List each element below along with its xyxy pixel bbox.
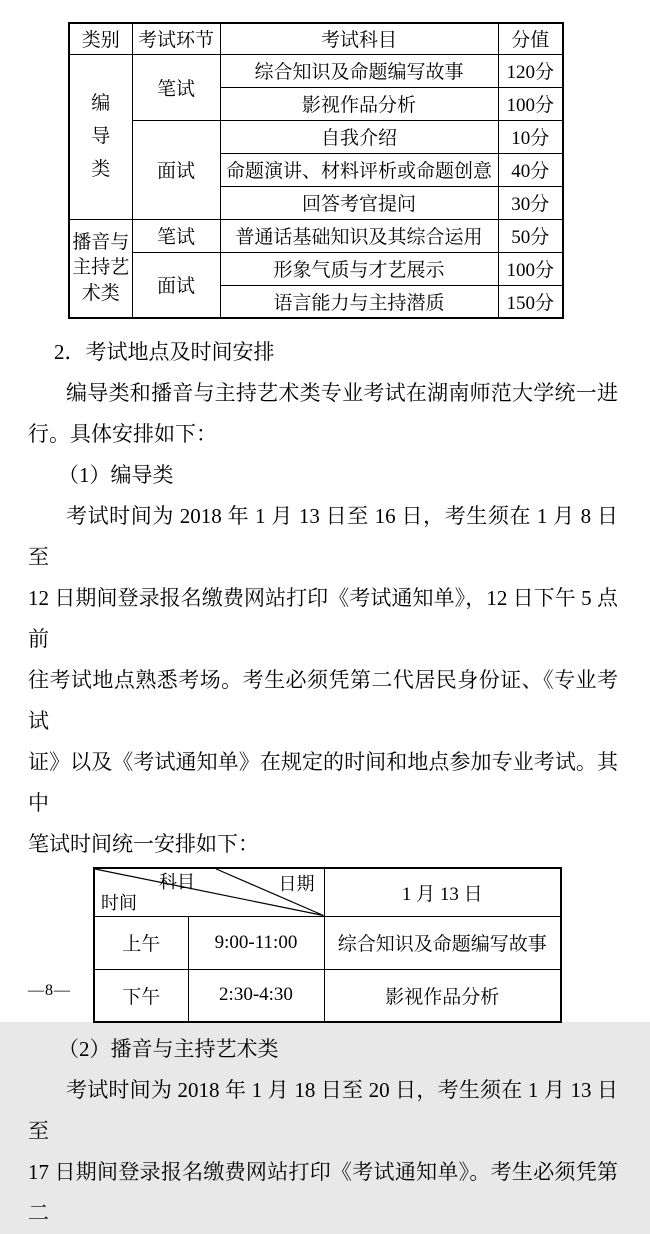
table-row [69, 252, 563, 285]
paragraph-line: 17 日期间登录报名缴费网站打印《考试通知单》。考生必须凭第二 [28, 1160, 618, 1225]
paragraph-line: 编导类和播音与主持艺术类专业考试在湖南师范大学统一进 [66, 381, 618, 405]
schedule-row [94, 916, 561, 969]
table-row [69, 219, 563, 252]
subject-cell: 语言能力与主持潜质 [220, 285, 498, 318]
paragraph-line: 考试时间为 2018 年 1 月 18 日至 20 日，考生须在 1 月 13 日至 [28, 1078, 618, 1143]
score-cell: 40分 [498, 153, 563, 186]
period-cell: 上午 [94, 916, 188, 969]
subsection-heading: （2）播音与主持艺术类 [58, 1037, 279, 1061]
stage-cell: 笔试 [132, 219, 220, 252]
header-stage: 考试环节 [132, 23, 220, 54]
schedule-row [94, 969, 561, 1022]
stage-cell: 面试 [132, 252, 220, 318]
header-score: 分值 [498, 23, 563, 54]
paragraph-line: 证》以及《考试通知单》在规定的时间和地点参加专业考试。其中 [28, 750, 618, 815]
schedule-table [93, 867, 562, 1023]
subject-cell: 自我介绍 [220, 120, 498, 153]
category-cell-boyin [69, 219, 132, 318]
category-cell-biandao [69, 54, 132, 219]
subject-cell: 综合知识及命题编写故事 [220, 54, 498, 87]
corner-label-time: 时间 [101, 892, 137, 913]
paragraph-line: 考试时间为 2018 年 1 月 13 日至 16 日，考生须在 1 月 8 日至 [28, 504, 618, 569]
score-cell: 30分 [498, 186, 563, 219]
score-cell: 150分 [498, 285, 563, 318]
schedule-subject-cell: 影视作品分析 [324, 969, 561, 1022]
page-number: —8— [28, 982, 71, 999]
score-cell: 120分 [498, 54, 563, 87]
score-cell: 100分 [498, 87, 563, 120]
table-row [69, 120, 563, 153]
subject-cell: 普通话基础知识及其综合运用 [220, 219, 498, 252]
score-cell: 10分 [498, 120, 563, 153]
period-cell: 下午 [94, 969, 188, 1022]
body-text-bottom [28, 1029, 618, 1234]
body-text [28, 332, 618, 865]
stage-cell: 面试 [132, 120, 220, 219]
date-header-cell: 1 月 13 日 [324, 868, 561, 916]
score-table-header-row [69, 23, 563, 54]
time-cell: 9:00-11:00 [188, 916, 324, 969]
header-category: 类别 [69, 23, 132, 54]
paragraph-line: 笔试时间统一安排如下： [28, 832, 259, 856]
corner-label-subject: 科目 [159, 872, 195, 892]
score-cell: 100分 [498, 252, 563, 285]
subject-cell: 回答考官提问 [220, 186, 498, 219]
subject-cell: 影视作品分析 [220, 87, 498, 120]
subsection-heading: （1）编导类 [58, 463, 174, 487]
diagonal-header [94, 868, 324, 916]
score-cell: 50分 [498, 219, 563, 252]
subject-cell: 命题演讲、材料评析或命题创意 [220, 153, 498, 186]
score-table [68, 22, 564, 319]
category-label: 编导类 [91, 92, 111, 181]
paragraph-line: 行。具体安排如下： [28, 422, 217, 446]
schedule-header-row [94, 868, 561, 916]
subject-cell: 形象气质与才艺展示 [220, 252, 498, 285]
header-subject: 考试科目 [220, 23, 498, 54]
schedule-subject-cell: 综合知识及命题编写故事 [324, 916, 561, 969]
paragraph-line: 往考试地点熟悉考场。考生必须凭第二代居民身份证、《专业考试 [28, 668, 618, 733]
corner-label-date: 日期 [278, 874, 315, 894]
time-cell: 2:30-4:30 [188, 969, 324, 1022]
stage-cell: 笔试 [132, 54, 220, 120]
table-row [69, 54, 563, 87]
section-heading: 2．考试地点及时间安排 [54, 340, 275, 364]
paragraph-line: 12 日期间登录报名缴费网站打印《考试通知单》，12 日下午 5 点前 [28, 586, 618, 651]
category-label: 播音与主持艺术类 [72, 231, 130, 305]
